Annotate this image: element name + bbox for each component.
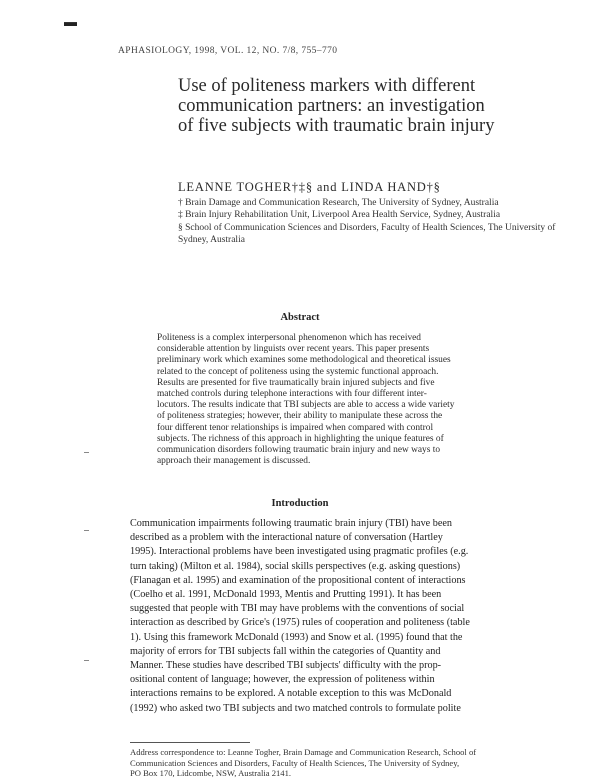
article-title: [178, 76, 558, 136]
affiliations: [178, 197, 558, 246]
corner-mark: ▬: [64, 14, 77, 29]
affiliation: † Brain Damage and Communication Research, The University of Sydney, Australia: [178, 198, 499, 208]
abstract-line: four different tenor relationships is impaired when compared with control: [157, 422, 434, 433]
scan-margin-mark: [84, 530, 89, 531]
abstract-heading: Abstract: [280, 312, 320, 323]
body-line: Communication impairments following traumatic brain injury (TBI) have been: [130, 518, 452, 529]
abstract-line: related to the concept of politeness using the systemic functional approach.: [157, 366, 439, 377]
scan-margin-mark: [84, 660, 89, 661]
affiliation: ‡ Brain Injury Rehabilitation Unit, Liverpool Area Health Service, Sydney, Australia: [178, 210, 501, 221]
abstract-line: subjects. The richness of this approach in highlighting the unique features of: [157, 433, 444, 444]
affiliation: § School of Communication Sciences and Disorders, Faculty of Health Sciences, The University of Sydney, Australia: [178, 222, 556, 245]
abstract-line: Politeness is a complex interpersonal phenomenon which has received: [157, 333, 421, 343]
scan-margin-mark: [84, 452, 89, 453]
body-line: (1992) who asked two TBI subjects and two matched controls to formulate polite: [130, 702, 461, 714]
body-line: (Coelho et al. 1991, McDonald 1993, Mentis and Prutting 1991). It has been: [130, 589, 442, 601]
footnote-rule: [130, 742, 250, 743]
footnote-line: Communication Sciences and Disorders, Faculty of Health Sciences, The University of Sydney,: [130, 757, 460, 768]
footnote-line: Address correspondence to: Leanne Togher, Brain Damage and Communication Research, School of: [130, 747, 477, 757]
body-line: majority of errors for TBI subjects fall within the categories of Quantity and: [130, 645, 441, 657]
abstract-body: [157, 333, 532, 467]
introduction-body: [130, 517, 560, 716]
abstract-line: approach their management is discussed.: [157, 456, 311, 467]
body-line: Manner. These studies have described TBI subjects' difficulty with the prop-: [130, 660, 442, 672]
title-line: of five subjects with traumatic brain injury: [178, 116, 495, 136]
body-line: suggested that people with TBI may have problems with the conventions of social: [130, 603, 465, 615]
footnote-line: PO Box 170, Lidcombe, NSW, Australia 2141.: [130, 768, 292, 779]
body-line: ositional content of language; however, the expression of politeness within: [130, 674, 435, 686]
abstract-line: of politeness strategies; however, their ability to manipulate these across the: [157, 411, 443, 422]
abstract-line: Results are presented for five traumatically brain injured subjects and five: [157, 377, 435, 388]
journal-citation: APHASIOLOGY, 1998, VOL. 12, NO. 7/8, 755–770: [118, 46, 338, 56]
authors: LEANNE TOGHER†‡§ and LINDA HAND†§: [178, 180, 441, 194]
abstract-line: locutors. The results indicate that TBI subjects are able to access a wide variety: [157, 400, 455, 411]
body-line: described as a problem with the interactional nature of conversation (Hartley: [130, 532, 443, 544]
abstract-line: considerable attention by linguists over recent years. This paper presents: [157, 344, 430, 355]
title-line: Use of politeness markers with different: [178, 76, 476, 96]
abstract-line: preliminary work which examines some methodological and theoretical issues: [157, 355, 451, 366]
body-line: 1995). Interactional problems have been investigated using pragmatic profiles (e.g.: [130, 546, 469, 558]
abstract-line: matched controls during telephone interactions with four different inter-: [157, 389, 427, 400]
body-line: interactions remains to be explored. A notable exception to this was McDonald: [130, 688, 452, 700]
abstract-line: communication disorders following traumatic brain injury and new ways to: [157, 445, 441, 456]
correspondence-footnote: [130, 747, 560, 779]
body-line: (Flanagan et al. 1995) and examination of the propositional content of interactions: [130, 574, 466, 586]
body-line: turn taking) (Milton et al. 1984), social skills perspectives (e.g. asking questions): [130, 560, 461, 572]
body-line: interaction as described by Grice's (1975) rules of cooperation and politeness (table: [130, 617, 470, 629]
title-line: communication partners: an investigation: [178, 96, 485, 116]
introduction-heading: Introduction: [271, 498, 329, 509]
body-line: 1). Using this framework McDonald (1993) and Snow et al. (1995) found that the: [130, 631, 463, 643]
